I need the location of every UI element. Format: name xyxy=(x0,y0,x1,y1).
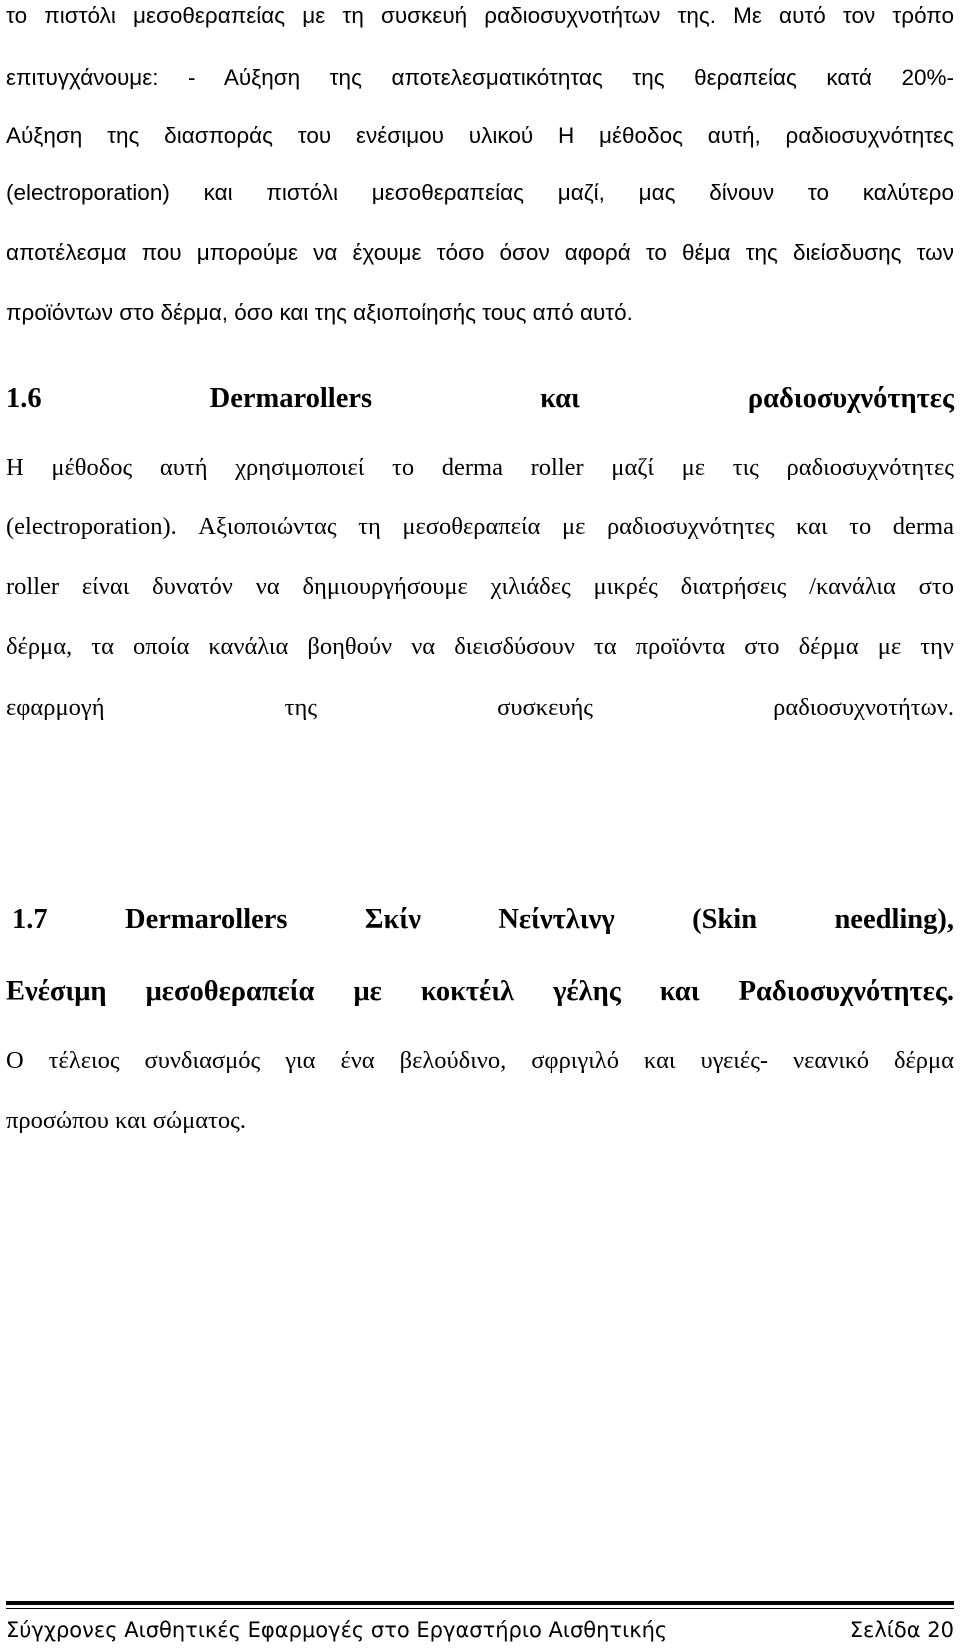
section-heading-1-7-line-2: Ενέσιμη μεσοθεραπεία με κοκτέιλ γέλης και Ραδιοσυχνότητες. xyxy=(6,976,954,1007)
section-1-7-line-2: προσώπου και σώματος. xyxy=(6,1107,246,1134)
footer-rule xyxy=(6,1601,954,1605)
body-line-6: προϊόντων στο δέρμα, όσο και της αξιοποίησής τους από αυτό. xyxy=(6,300,633,325)
body-line-4: (electroporation) και πιστόλι μεσοθεραπείας μαζί, μας δίνουν το καλύτερο xyxy=(6,180,954,205)
section-1-6-line-4: δέρμα, τα οποία κανάλια βοηθούν να διεισδύσουν τα προϊόντα στο δέρμα με την xyxy=(6,633,954,660)
section-heading-1-6: 1.6 Dermarollers και ραδιοσυχνότητες xyxy=(6,383,954,414)
footer-rule-thin xyxy=(6,1608,954,1609)
section-1-6-line-5: εφαρμογή της συσκευής ραδιοσυχνοτήτων. xyxy=(6,694,954,721)
section-1-6-line-3: roller είναι δυνατόν να δημιουργήσουμε χιλιάδες μικρές διατρήσεις /κανάλια στο xyxy=(6,573,954,600)
section-1-7-line-1: Ο τέλειος συνδιασμός για ένα βελούδινο, σφριγιλό και υγειές- νεανικό δέρμα xyxy=(6,1047,954,1074)
page-footer xyxy=(6,1618,954,1642)
section-heading-1-7: 1.7 Dermarollers Σκίν Νείντλινγ (Skin needling), xyxy=(12,904,954,935)
section-1-6-line-1: Η μέθοδος αυτή χρησιμοποιεί το derma roller μαζί με τις ραδιοσυχνότητες xyxy=(6,454,954,481)
body-line-2: επιτυγχάνουμε: - Αύξηση της αποτελεσματικότητας της θεραπείας κατά 20%- xyxy=(6,65,954,90)
footer-title: Σύγχρονες Αισθητικές Εφαρμογές στο Εργαστήριο Αισθητικής xyxy=(6,1618,668,1642)
page-number: Σελίδα 20 xyxy=(849,1618,954,1642)
body-line-3: Αύξηση της διασποράς του ενέσιμου υλικού Η μέθοδος αυτή, ραδιοσυχνότητες xyxy=(6,123,954,148)
body-line-5: αποτέλεσμα που μπορούμε να έχουμε τόσο όσον αφορά το θέμα της διείσδυσης των xyxy=(6,240,954,265)
section-1-6-line-2: (electroporation). Αξιοποιώντας τη μεσοθεραπεία με ραδιοσυχνότητες και το derma xyxy=(6,513,954,540)
body-line-1: το πιστόλι μεσοθεραπείας με τη συσκευή ραδιοσυχνοτήτων της. Με αυτό τον τρόπο xyxy=(6,3,954,28)
